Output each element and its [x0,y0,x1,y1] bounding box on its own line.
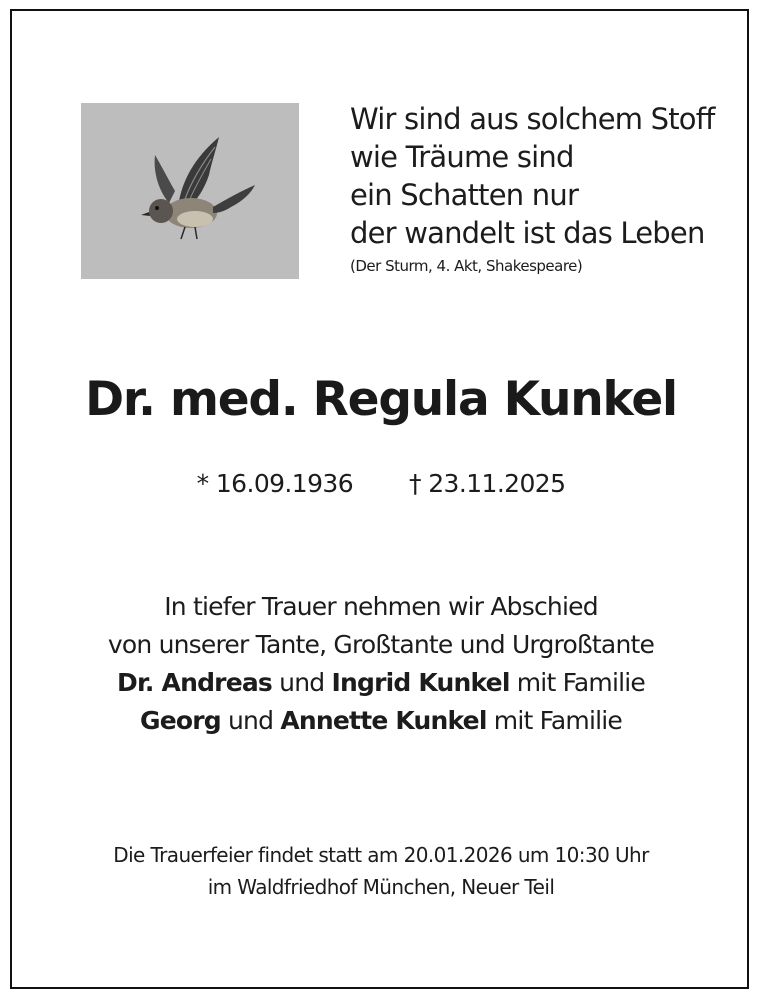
family-suffix: mit Familie [516,668,645,697]
deceased-name: Dr. med. Regula Kunkel [85,372,677,427]
family-name: Ingrid Kunkel [331,668,510,697]
birth-date: * 16.09.1936 [196,469,353,498]
conjunction: und [279,668,325,697]
death-date: † 23.11.2025 [409,469,566,498]
quote-line: ein Schatten nur [350,178,579,212]
bird-icon [81,103,299,279]
life-dates [0,467,762,501]
family-suffix: mit Familie [493,706,623,735]
funeral-service-info [0,839,762,903]
quote-source: (Der Sturm, 4. Akt, Shakespeare) [350,257,583,275]
family-line [0,702,762,740]
service-date-line: Die Trauerfeier findet statt am 20.01.2026 um 10:30 Uhr [113,843,649,867]
mourners-block [0,588,762,740]
family-line [0,664,762,702]
farewell-line: In tiefer Trauer nehmen wir Abschied [164,592,598,621]
relation-line: von unserer Tante, Großtante und Urgroßtante [107,630,655,659]
family-name: Annette Kunkel [280,706,487,735]
family-name: Georg [139,706,221,735]
conjunction: und [228,706,274,735]
bird-photo [81,103,299,279]
quote-line: wie Träume sind [350,140,574,174]
quote-block [350,100,740,276]
quote-line: Wir sind aus solchem Stoff [350,102,715,136]
service-location-line: im Waldfriedhof München, Neuer Teil [207,875,555,899]
quote-line: der wandelt ist das Leben [350,216,705,250]
family-name: Dr. Andreas [117,668,272,697]
